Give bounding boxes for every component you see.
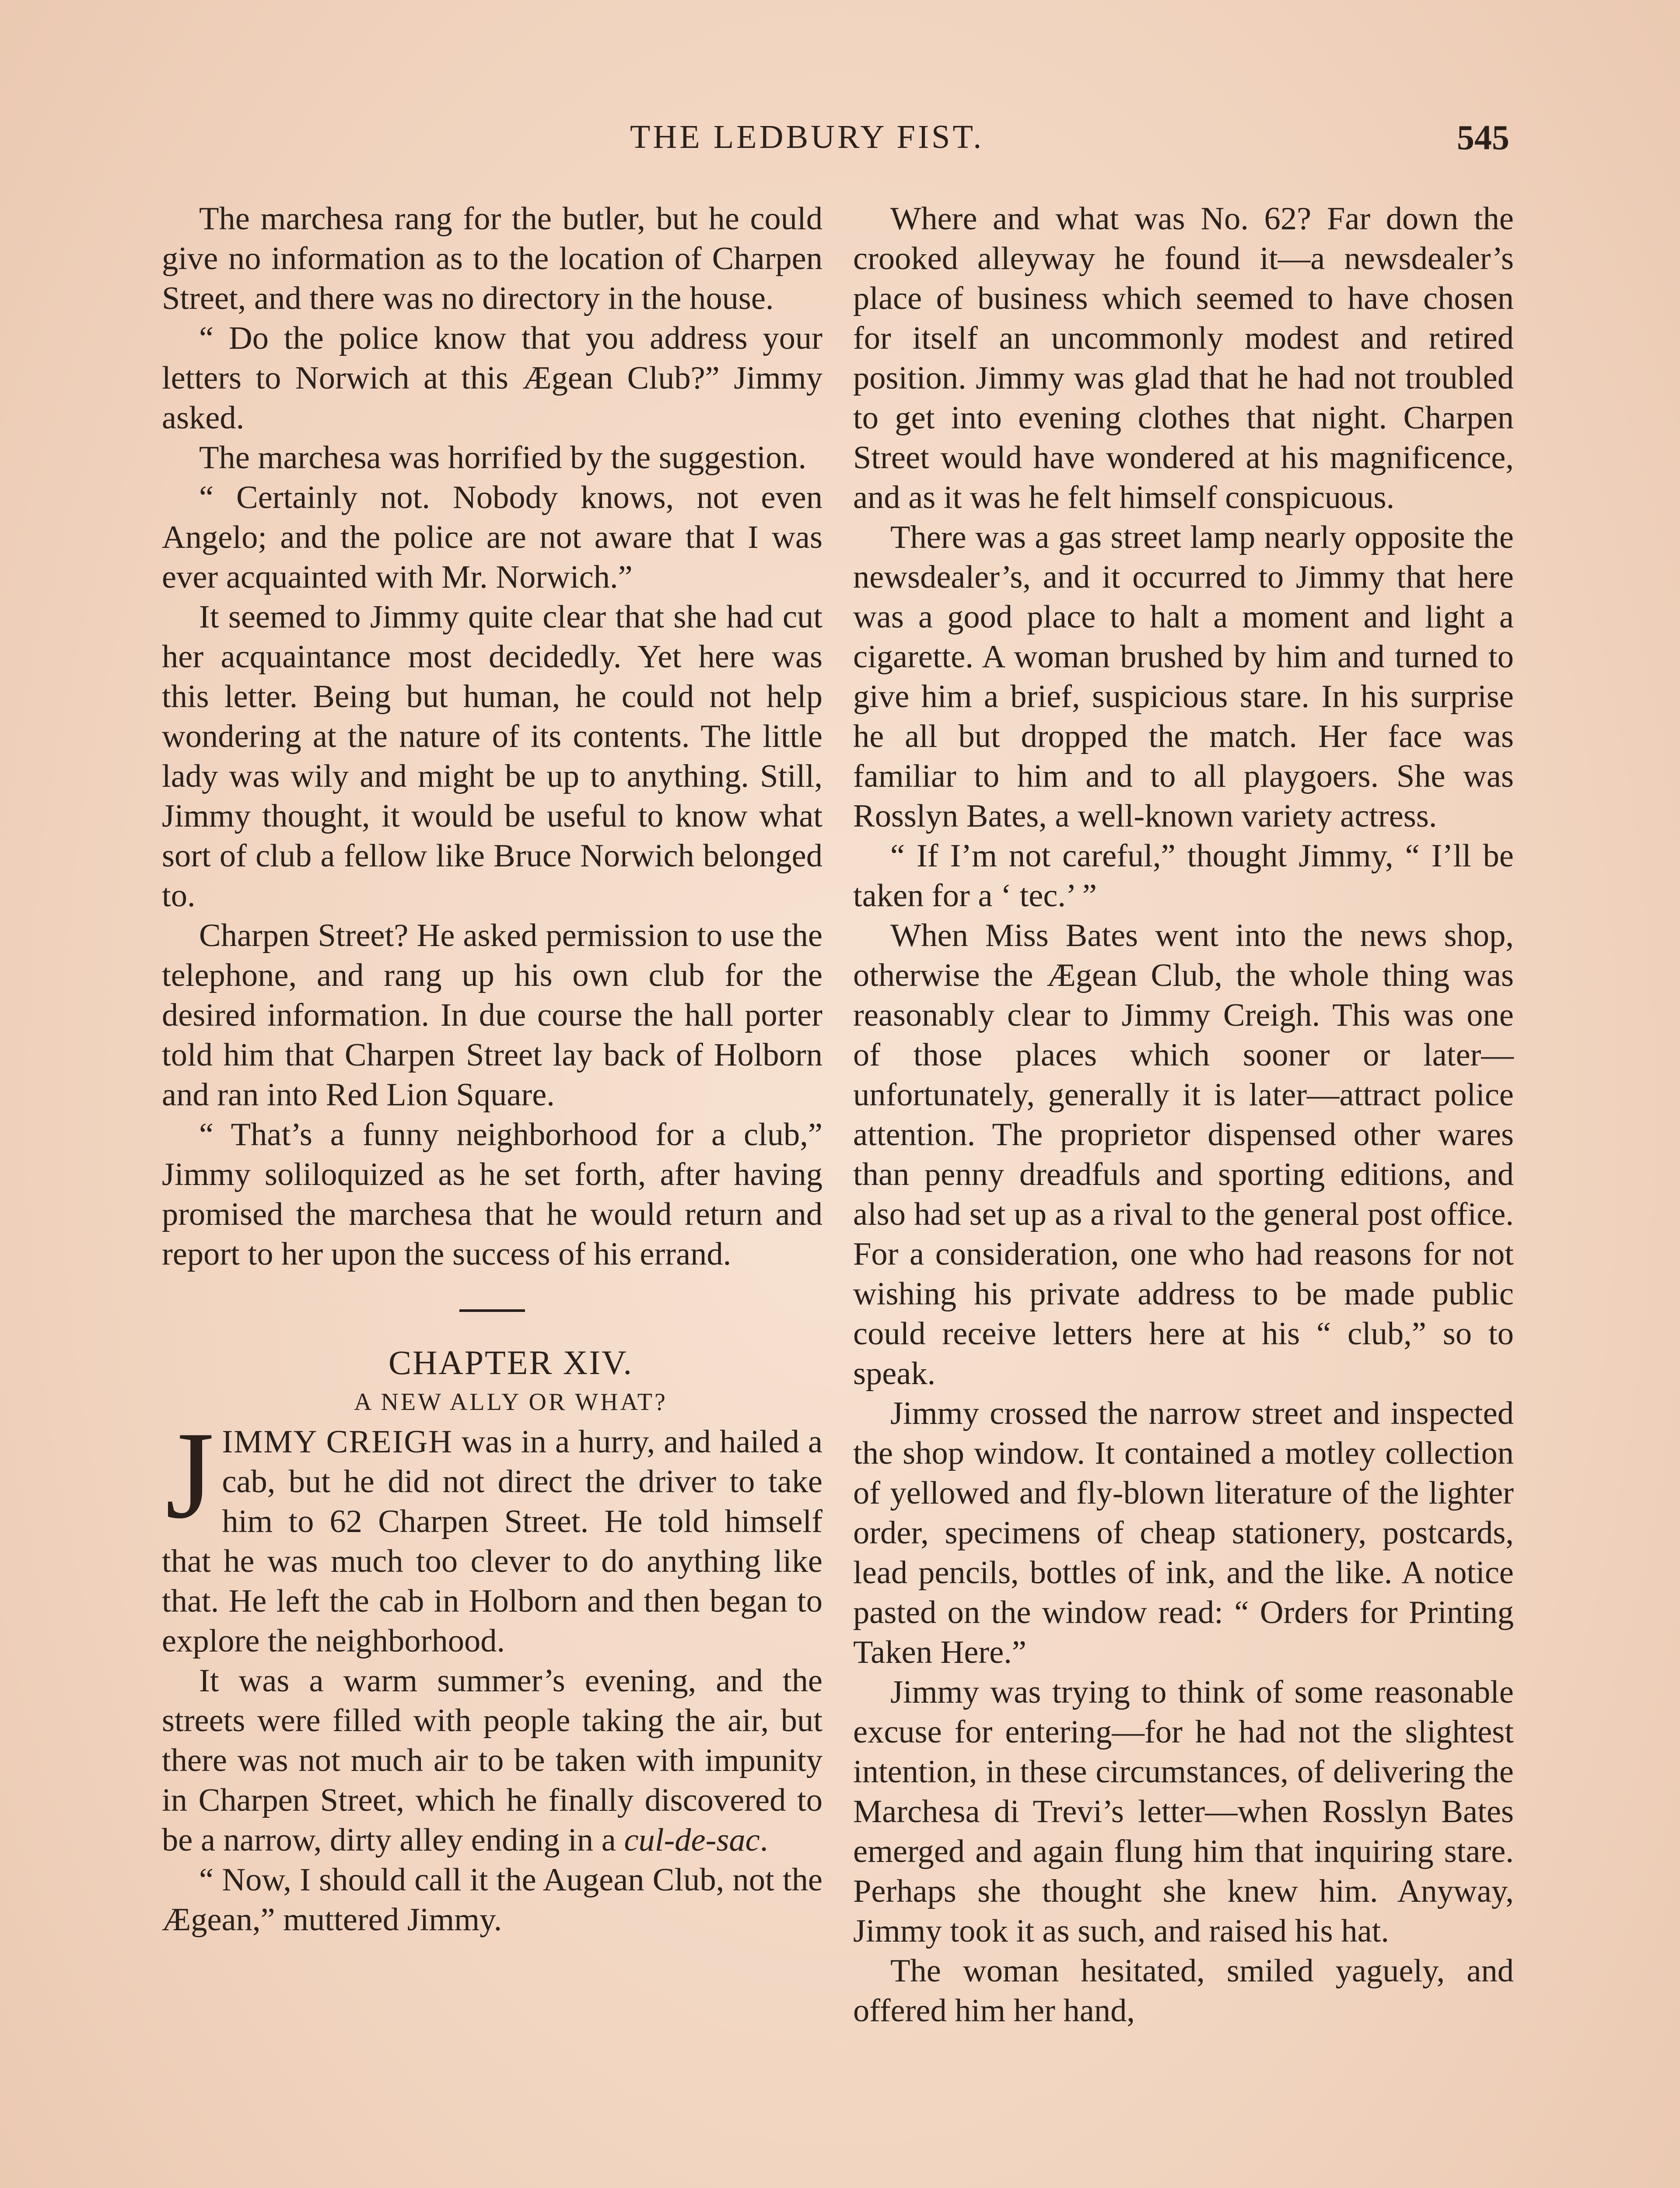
page-number: 545 <box>1457 119 1509 157</box>
paragraph: “ Do the police know that you address your letters to Norwich at this Ægean Club?” Jimmy asked. <box>162 320 822 436</box>
running-title: THE LEDBURY FIST. <box>630 119 984 155</box>
paragraph: “ That’s a funny neighborhood for a club,” Jimmy soliloquized as he set forth, after having promised the marchesa that he would return and report to her upon the success of his errand. <box>162 1117 822 1272</box>
left-column <box>162 199 822 1940</box>
paragraph: Where and what was No. 62? Far down the crooked alleyway he found it—a newsdealer’s place of business which seemed to have chosen for itself an uncommonly modest and retired position. Jimmy was glad that he had not troubled to get into evening clothes that night. Charpen Street would have wondered at his magnificence, and as it was he felt himself conspicuous. <box>853 201 1514 515</box>
italic-phrase: cul-de-sac <box>624 1822 760 1858</box>
paragraph <box>162 1661 822 1860</box>
paragraph: “ Certainly not. Nobody knows, not even Angelo; and the police are not aware that I was ever acquainted with Mr. Norwich.” <box>162 480 822 595</box>
paragraph: Jimmy was trying to think of some reasonable excuse for entering—for he had not the slightest intention, in these circumstances, of delivering the Marchesa di Trevi’s letter—when Rosslyn Bates emerged and again flung him that inquiring stare. Perhaps she thought she knew him. Anyway, Jimmy took it as such, and raised his hat. <box>853 1674 1514 1949</box>
paragraph: There was a gas street lamp nearly opposite the newsdealer’s, and it occurred to Jimmy that here was a good place to halt a moment and light a cigarette. A woman brushed by him and turned to give him a brief, suspicious stare. In his surprise he all but dropped the match. Her face was familiar to him and to all playgoers. She was Rosslyn Bates, a well-known variety actress. <box>853 519 1514 834</box>
opening-text: was in a hurry, and hailed a cab, but he did not direct the driver to take him to 62 Charpen Street. He told himself that he was much too clever to do anything like that. He left the cab in Holborn and then began to explore the neighborhood. <box>162 1424 822 1659</box>
paragraph-text: It was a warm summer’s evening, and the streets were filled with people taking the air, but there was not much air to be taken with impunity in Charpen Street, which he finally discovered to be a narrow, dirty alley ending in a <box>162 1663 822 1858</box>
opening-caps: IMMY CREIGH <box>222 1424 453 1460</box>
paragraph: When Miss Bates went into the news shop, otherwise the Ægean Club, the whole thing was reasonably clear to Jimmy Creigh. This was one of those places which sooner or later—unfortunately, generally it is later—attract police attention. The proprietor dispensed other wares than penny dreadfuls and sporting editions, and also had set up as a rival to the general post office. For a consideration, one who had reasons for not wishing his private address to be made public could receive letters here at his “ club,” so to speak. <box>853 918 1514 1392</box>
drop-cap: J <box>165 1406 214 1544</box>
chapter-subtitle: A NEW ALLY OR WHAT? <box>354 1389 668 1416</box>
paragraph: Jimmy crossed the narrow street and inspected the shop window. It contained a motley collection of yellowed and fly-blown literature of the lighter order, specimens of cheap stationery, postcards, lead pencils, bottles of ink, and the like. A notice pasted on the window read: “ Orders for Printing Taken Here.” <box>853 1396 1514 1670</box>
paragraph: “ If I’m not careful,” thought Jimmy, “ I’ll be taken for a ‘ tec.’ ” <box>853 838 1514 914</box>
paragraph: It seemed to Jimmy quite clear that she had cut her acquaintance most decidedly. Yet here was this letter. Being but human, he could not help wondering at the nature of its contents. The little lady was wily and might be up to anything. Still, Jimmy thought, it would be useful to know what sort of club a fellow like Bruce Norwich belonged to. <box>162 599 822 914</box>
chapter-title: CHAPTER XIV. <box>388 1343 633 1382</box>
paragraph: The woman hesitated, smiled yaguely, and offered him her hand, <box>853 1953 1514 2029</box>
section-divider <box>459 1309 525 1312</box>
paragraph-end: . <box>760 1822 768 1858</box>
right-column <box>853 199 1514 2031</box>
paragraph: The marchesa was horrified by the suggestion. <box>199 440 807 476</box>
paragraph: The marchesa rang for the butler, but he could give no information as to the location of Charpen Street, and there was no directory in the house. <box>162 201 822 316</box>
chapter-opening-paragraph <box>162 1406 822 1661</box>
paragraph: “ Now, I should call it the Augean Club, not the Ægean,” muttered Jimmy. <box>162 1862 822 1938</box>
paragraph: Charpen Street? He asked permission to use the telephone, and rang up his own club for the desired information. In due course the hall porter told him that Charpen Street lay back of Holborn and ran into Red Lion Square. <box>162 918 822 1113</box>
